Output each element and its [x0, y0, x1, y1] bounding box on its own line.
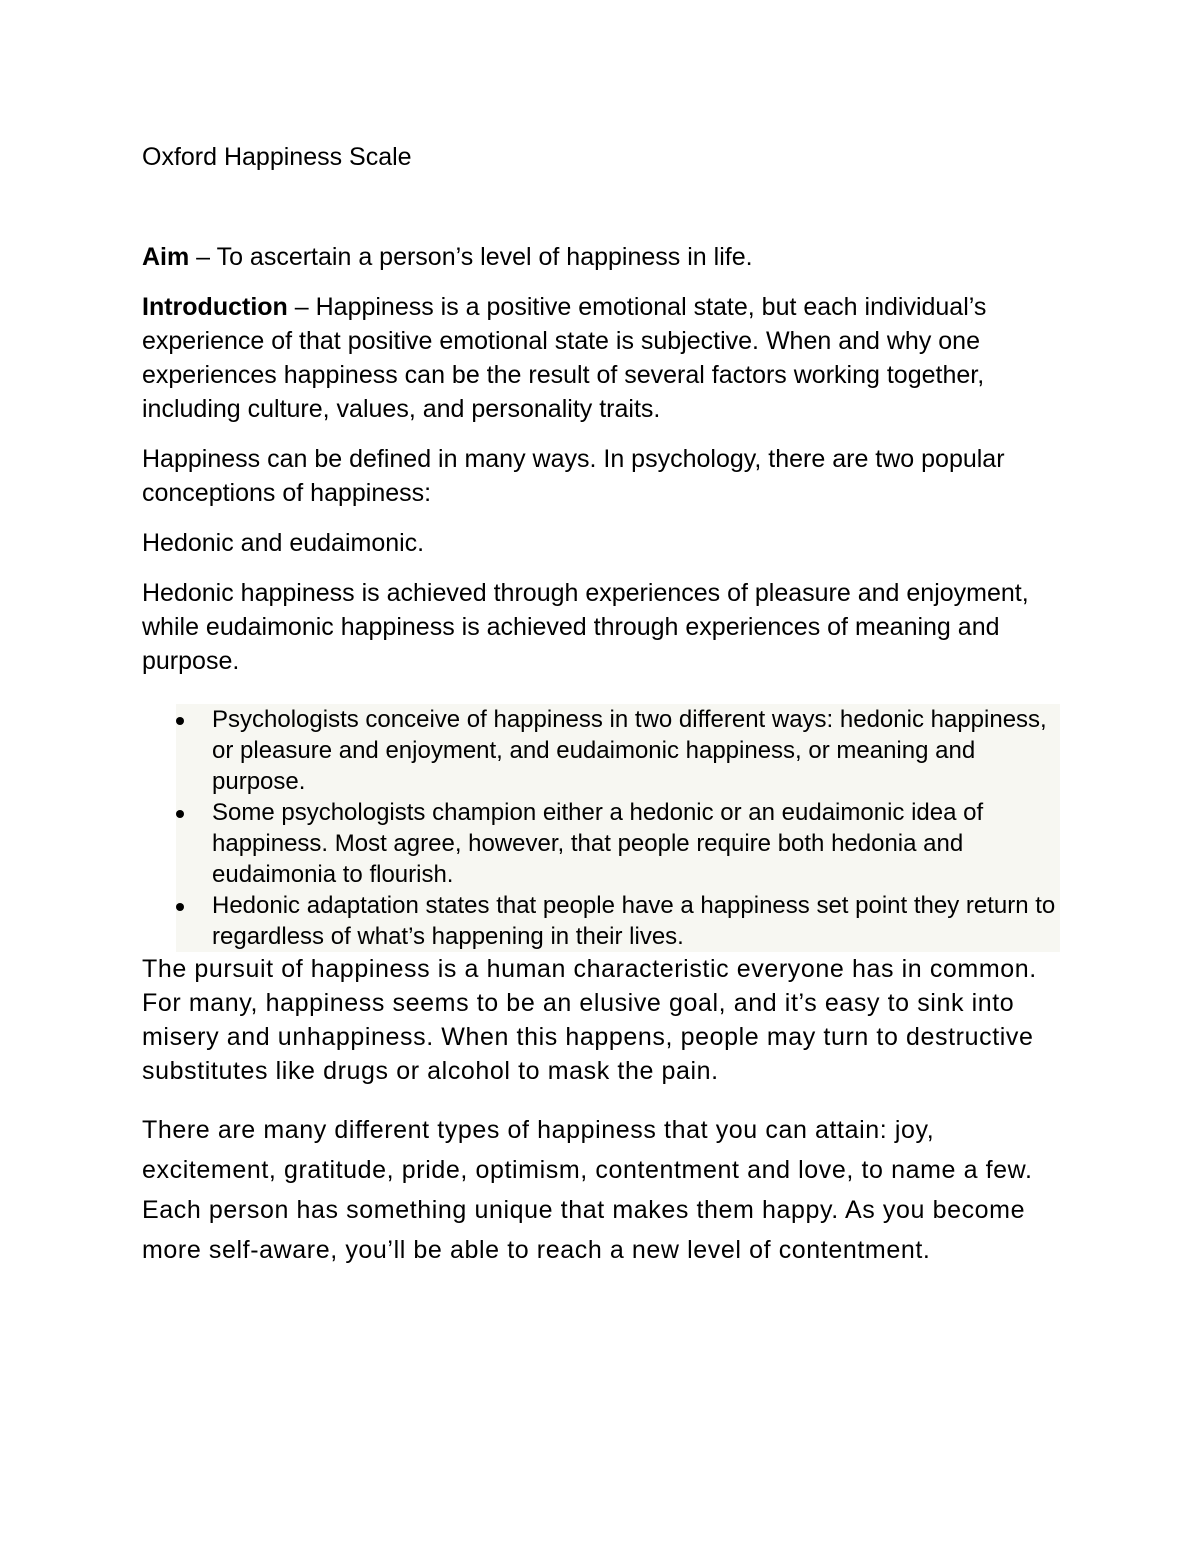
- list-item: [176, 704, 1060, 797]
- bullet-icon: [176, 903, 184, 911]
- bullet-icon: [176, 717, 184, 725]
- list-item-text: Some psychologists champion either a hedonic or an eudaimonic idea of happiness. Most agree, however, that people require both hedonia and eudaimonia to flourish.: [212, 799, 984, 888]
- introduction-paragraph: [142, 290, 1067, 426]
- hedonic-eudaimonic-paragraph: Hedonic and eudaimonic.: [142, 529, 425, 557]
- introduction-text: – Happiness is a positive emotional state, but each individual’s experience of that positive emotional state is subjective. When and why one experiences happiness can be the result of several factors working together, including culture, values, and personality traits.: [142, 293, 987, 423]
- document-title: Oxford Happiness Scale: [142, 143, 412, 171]
- aim-text: – To ascertain a person’s level of happiness in life.: [189, 243, 753, 271]
- introduction-label: Introduction: [142, 293, 288, 321]
- hedonic-explanation-paragraph: Hedonic happiness is achieved through experiences of pleasure and enjoyment, while eudaimonic happiness is achieved through experiences of meaning and purpose.: [142, 579, 1029, 675]
- types-paragraph: There are many different types of happiness that you can attain: joy, excitement, gratitude, pride, optimism, contentment and love, to name a few. Each person has something unique that makes them happy. As you become more self-aware, you’ll be able to reach a new level of contentment.: [142, 1116, 1033, 1264]
- aim-paragraph: [142, 240, 1067, 274]
- list-item-text: Psychologists conceive of happiness in two different ways: hedonic happiness, or pleasure and enjoyment, and eudaimonic happiness, or meaning and purpose.: [212, 706, 1047, 795]
- list-item: [176, 797, 1060, 890]
- list-item-text: Hedonic adaptation states that people have a happiness set point they return to regardless of what’s happening in their lives.: [212, 892, 1056, 950]
- definition-paragraph: Happiness can be defined in many ways. In psychology, there are two popular conceptions of happiness:: [142, 445, 1005, 507]
- bullet-list: [176, 704, 1060, 952]
- list-item: [176, 890, 1060, 952]
- document-page: [142, 140, 1067, 1270]
- aim-label: Aim: [142, 243, 190, 271]
- bullet-icon: [176, 810, 184, 818]
- pursuit-paragraph: The pursuit of happiness is a human characteristic everyone has in common. For many, happiness seems to be an elusive goal, and it’s easy to sink into misery and unhappiness. When this happens, people may turn to destructive substitutes like drugs or alcohol to mask the pain.: [142, 955, 1037, 1085]
